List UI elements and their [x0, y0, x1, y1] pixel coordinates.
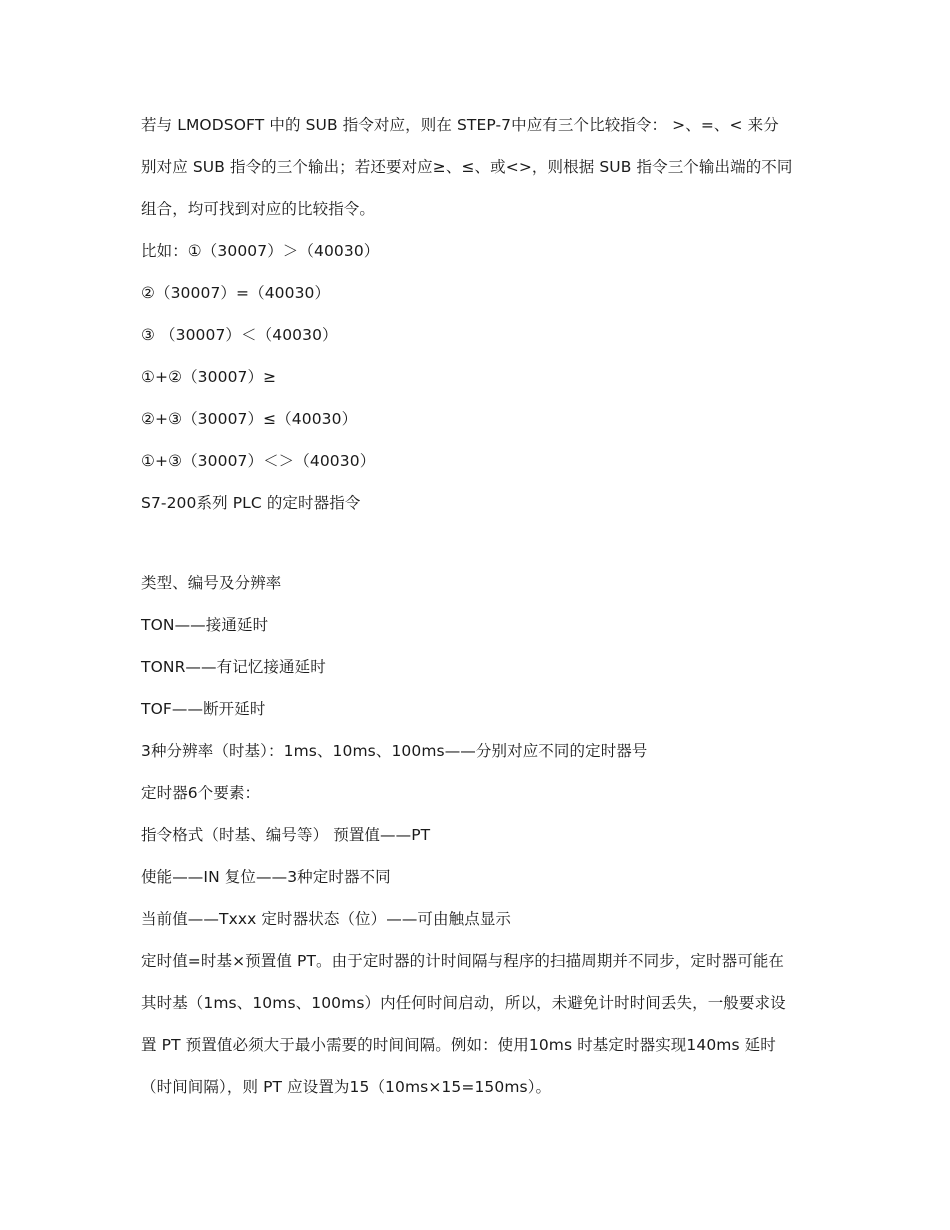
element-line: 当前值——Txxx 定时器状态（位）——可由触点显示	[141, 910, 512, 928]
comparison-line: ①+③（30007）＜＞（40030）	[141, 452, 376, 470]
element-line: 指令格式（时基、编号等） 预置值——PT	[141, 826, 431, 844]
comparison-line: ①+②（30007）≥	[141, 368, 277, 386]
paragraph-line: 组合，均可找到对应的比较指令。	[141, 200, 376, 218]
comparison-line: 比如：①（30007）＞（40030）	[141, 242, 380, 260]
paragraph-line: 定时值=时基×预置值 PT。由于定时器的计时间隔与程序的扫描周期并不同步，定时器可能在	[141, 952, 785, 970]
resolution-line: 3种分辨率（时基）：1ms、10ms、100ms——分别对应不同的定时器号	[141, 742, 648, 760]
subheading: 类型、编号及分辨率	[141, 574, 282, 592]
timer-type-line: TONR——有记忆接通延时	[141, 658, 326, 676]
elements-heading: 定时器6个要素：	[141, 784, 261, 802]
paragraph-line: 其时基（1ms、10ms、100ms）内任何时间启动，所以，未避免计时时间丢失，一般要求设	[141, 994, 786, 1012]
comparison-line: ②+③（30007）≤（40030）	[141, 410, 358, 428]
timer-type-line: TON——接通延时	[141, 616, 269, 634]
paragraph-line: 若与 LMODSOFT 中的 SUB 指令对应，则在 STEP-7中应有三个比较指令： >、=、< 来分	[141, 116, 779, 134]
paragraph-line: （时间间隔），则 PT 应设置为15（10ms×15=150ms）。	[141, 1078, 552, 1096]
comparison-line: ③ （30007）＜（40030）	[141, 326, 338, 344]
section-heading: S7-200系列 PLC 的定时器指令	[141, 494, 361, 512]
timer-type-line: TOF——断开延时	[141, 700, 266, 718]
comparison-line: ②（30007）=（40030）	[141, 284, 331, 302]
paragraph-line: 别对应 SUB 指令的三个输出；若还要对应≥、≤、或<>，则根据 SUB 指令三个输出端的不同	[141, 158, 793, 176]
element-line: 使能——IN 复位——3种定时器不同	[141, 868, 391, 886]
paragraph-line: 置 PT 预置值必须大于最小需要的时间间隔。例如：使用10ms 时基定时器实现140ms 延时	[141, 1036, 776, 1054]
